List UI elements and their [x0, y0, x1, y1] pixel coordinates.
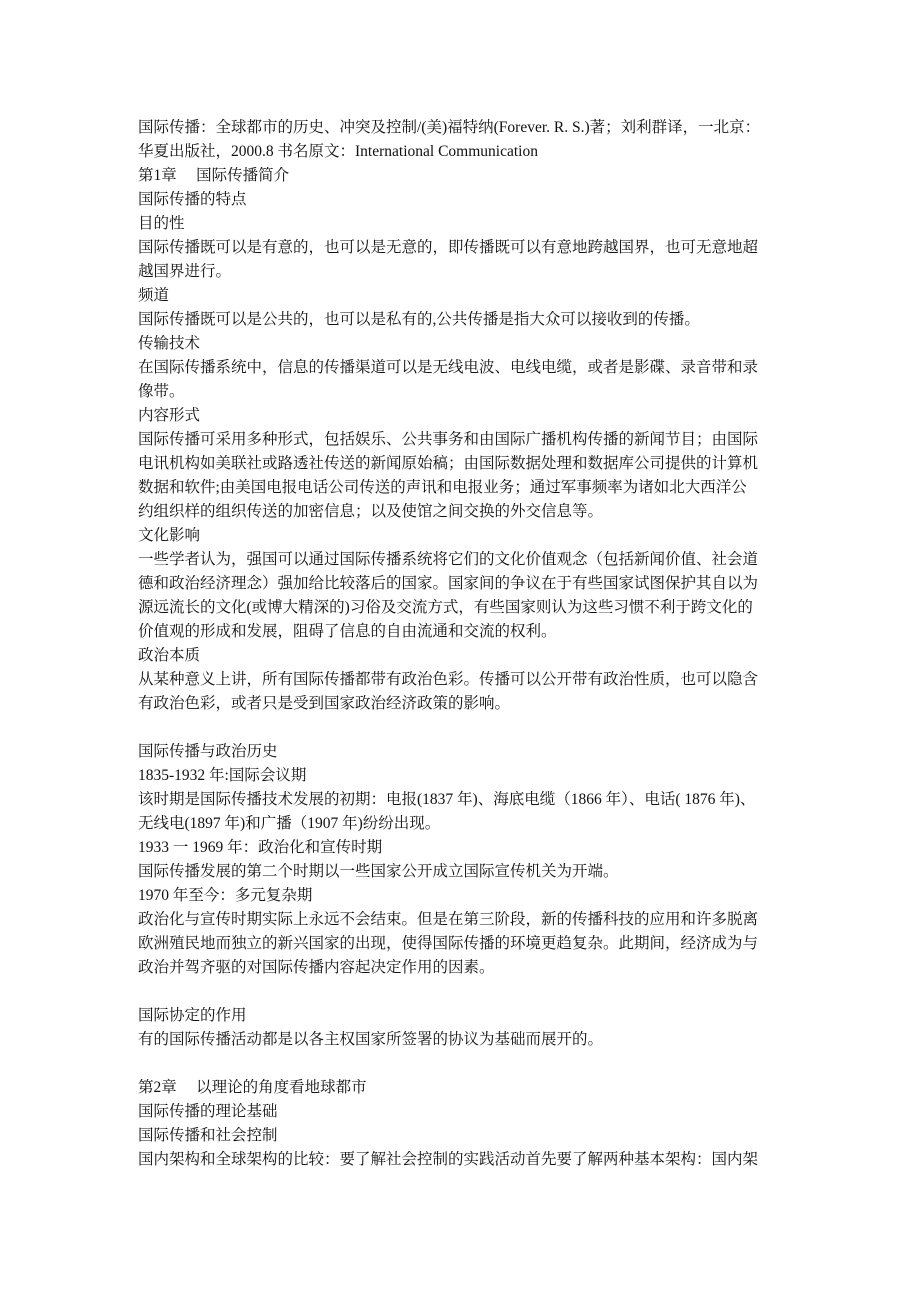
text-line: 像带。 — [138, 383, 185, 400]
blank-line — [138, 980, 818, 1004]
document-page — [138, 116, 818, 1172]
text-line: 第1章 国际传播简介 — [138, 167, 290, 184]
text-line: 文化影响 — [138, 527, 201, 544]
text-line: 越国界进行。 — [138, 263, 232, 280]
text-line: 国际传播既可以是公共的，也可以是私有的,公共传播是指大众可以接收到的传播。 — [138, 311, 700, 328]
text-line: 1933 一 1969 年：政治化和宣传时期 — [138, 839, 383, 856]
text-line: 国际传播与政治历史 — [138, 743, 278, 760]
text-line: 频道 — [138, 287, 170, 304]
text-line: 德和政治经济理念）强加给比较落后的国家。国家间的争议在于有些国家试图保护其自以为 — [138, 575, 759, 592]
text-line: 国际传播：全球都市的历史、冲突及控制/(美)福特纳(Forever. R. S.)著；刘利群译，一北京： — [138, 119, 761, 136]
text-line: 传输技术 — [138, 335, 201, 352]
text-line: 政治化与宣传时期实际上永远不会结束。但是在第三阶段，新的传播科技的应用和许多脱离 — [138, 911, 759, 928]
text-line: 约组织样的组织传送的加密信息；以及使馆之间交换的外交信息等。 — [138, 503, 604, 520]
text-line: 有政治色彩，或者只是受到国家政治经济政策的影响。 — [138, 695, 511, 712]
text-line: 在国际传播系统中，信息的传播渠道可以是无线电波、电线电缆，或者是影碟、录音带和录 — [138, 359, 759, 376]
text-line: 有的国际传播活动都是以各主权国家所签署的协议为基础而展开的。 — [138, 1031, 604, 1048]
text-line: 无线电(1897 年)和广播（1907 年)纷纷出现。 — [138, 815, 441, 832]
text-line: 该时期是国际传播技术发展的初期：电报(1837 年)、海底电缆（1866 年）、电话( 1876 年)、 — [138, 791, 756, 808]
text-line: 政治并驾齐驱的对国际传播内容起决定作用的因素。 — [138, 959, 495, 976]
text-line: 国际传播发展的第二个时期以一些国家公开成立国际宣传机关为开端。 — [138, 863, 619, 880]
text-line: 内容形式 — [138, 407, 201, 424]
text-line: 第2章 以理论的角度看地球都市 — [138, 1079, 367, 1096]
text-line: 1835-1932 年:国际会议期 — [138, 767, 307, 784]
text-line: 1970 年至今：多元复杂期 — [138, 887, 313, 904]
text-line: 国际传播的理论基础 — [138, 1103, 278, 1120]
text-line: 从某种意义上讲，所有国际传播都带有政治色彩。传播可以公开带有政治性质，也可以隐含 — [138, 671, 759, 688]
blank-line — [138, 1052, 818, 1076]
text-line: 国内架构和全球架构的比较：要了解社会控制的实践活动首先要了解两种基本架构：国内架 — [138, 1151, 759, 1168]
text-line: 国际传播和社会控制 — [138, 1127, 278, 1144]
text-line: 国际传播既可以是有意的，也可以是无意的，即传播既可以有意地跨越国界，也可无意地超 — [138, 239, 759, 256]
text-line: 源远流长的文化(或博大精深的)习俗及交流方式，有些国家则认为这些习惯不利于跨文化的 — [138, 599, 753, 616]
text-line: 国际传播可采用多种形式，包括娱乐、公共事务和由国际广播机构传播的新闻节目；由国际 — [138, 431, 759, 448]
text-line: 华夏出版社，2000.8 书名原文：International Communication — [138, 143, 538, 160]
text-line: 国际协定的作用 — [138, 1007, 247, 1024]
text-line: 电讯机构如美联社或路透社传送的新闻原始稿；由国际数据处理和数据库公司提供的计算机 — [138, 455, 759, 472]
text-line: 政治本质 — [138, 647, 201, 664]
text-line: 数据和软件;由美国电报电话公司传送的声讯和电报业务；通过军事频率为诸如北大西洋公 — [138, 479, 747, 496]
text-line: 一些学者认为，强国可以通过国际传播系统将它们的文化价值观念（包括新闻价值、社会道 — [138, 551, 759, 568]
text-line: 国际传播的特点 — [138, 191, 247, 208]
blank-line — [138, 716, 818, 740]
text-line: 目的性 — [138, 215, 185, 232]
text-line: 欧洲殖民地而独立的新兴国家的出现，使得国际传播的环境更趋复杂。此期间，经济成为与 — [138, 935, 759, 952]
text-line: 价值观的形成和发展，阻碍了信息的自由流通和交流的权利。 — [138, 623, 557, 640]
